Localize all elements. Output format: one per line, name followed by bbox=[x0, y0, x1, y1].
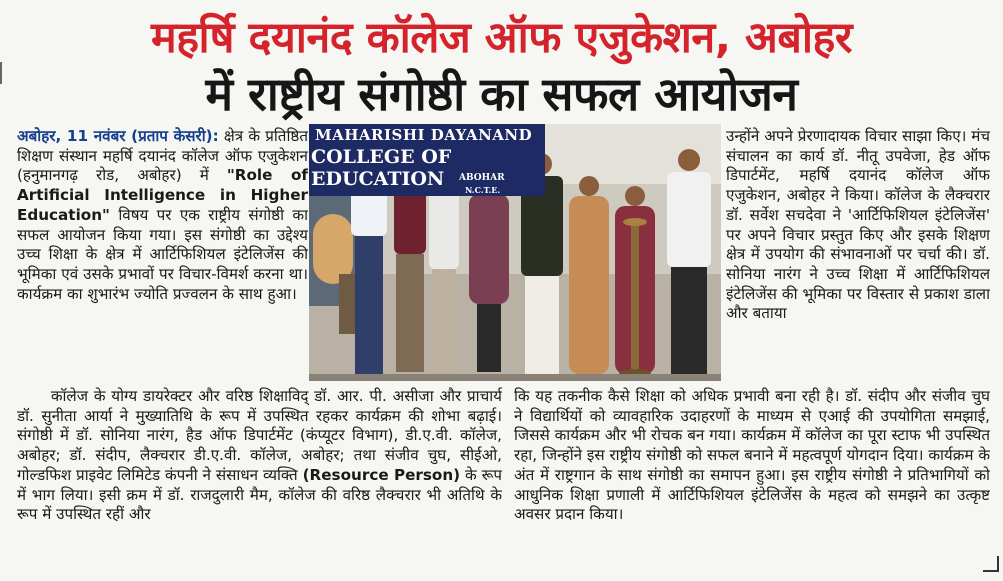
article-column-1 bbox=[17, 127, 308, 387]
resource-person-label: (Resource Person) bbox=[302, 465, 461, 484]
paragraph-2-text-a: कॉलेज के योग्य डायरेक्टर और वरिष्ठ शिक्षाविद् डॉ. आर. पी. असीजा और प्राचार्य डॉ. सुनीता आर्या ने मुख्यातिथि के रूप में उपस्थित रहकर कार्यक्रम की शोभा बढ़ाई। संगोष्ठी में डॉ. सोनिया नारंग, हैड ऑफ डिपार्टमेंट (कंप्यूटर विभाग), डी.ए.वी. कॉलेज, अबोहर; डॉ. संदीप, लैक्चरार डी.ए.वी. कॉलेज, अबोहर; तथा संजीव चुघ, सीईओ, गोल्डफिश प्राइवेट लिमिटेड कंपनी ने संसाधन व्यक्ति bbox=[17, 387, 502, 484]
event-photo bbox=[309, 124, 721, 381]
article-paragraph-3: उन्होंने अपने प्रेरणादायक विचार साझा किए। मंच संचालन का कार्य डॉ. नीतू उपवेजा, हेड ऑफ डिपार्टमेंट, महर्षि दयानंद कॉलेज ऑफ एजुकेशन, अबोहर ने किया। कॉलेज के लैक्चरार डॉ. सर्वेश सचदेवा ने 'आर्टिफिशियल इंटेलिजेंस' पर अपने विचार प्रस्तुत किए और इसके शिक्षण क्षेत्र में उपयोग की संभावनाओं पर चर्चा की। डॉ. सोनिया नारंग ने उच्च शिक्षा में आर्टिफिशियल इंटेलिजेंस की भूमिका पर विस्तार से प्रकाश डाला और बताया bbox=[726, 127, 990, 323]
article-column-4 bbox=[514, 387, 990, 563]
banner-line-1: MAHARISHI DAYANAND bbox=[315, 126, 533, 144]
crop-mark bbox=[983, 556, 999, 572]
banner-line-3: ABOHAR bbox=[459, 173, 505, 183]
article-column-3 bbox=[726, 127, 990, 387]
college-banner bbox=[309, 124, 545, 196]
article-paragraph-1 bbox=[17, 127, 308, 304]
banner-line-2: COLLEGE OF EDUCATION bbox=[311, 146, 452, 190]
paragraph-1-text-b: विषय पर एक राष्ट्रीय संगोष्ठी का सफल आयोजन किया गया। इस संगोष्ठी का उद्देश्य उच्च शिक्षा के क्षेत्र में आर्टिफिशियल इंटेलिजेंस की भूमिका एवं उसके प्रभावों पर विचार-विमर्श करना था। कार्यक्रम का शुभारंभ ज्योति प्रज्वलन के साथ हुआ। bbox=[17, 205, 308, 303]
article-paragraph-4: कि यह तकनीक कैसे शिक्षा को अधिक प्रभावी बना रही है। डॉ. संदीप और संजीव चुघ ने विद्यार्थियों को व्यावहारिक उदाहरणों के माध्यम से एआई की उपयोगिता समझाई, जिससे कार्यक्रम और भी रोचक बन गया। कार्यक्रम में कॉलेज का पूरा स्टाफ भी उपस्थित रहा, जिन्होंने इस राष्ट्रीय संगोष्ठी को सफल बनाने में महत्वपूर्ण योगदान दिया। कार्यक्रम के अंत में राष्ट्रगान के साथ संगोष्ठी का समापन हुआ। इस राष्ट्रीय संगोष्ठी ने प्रतिभागियों को आधुनिक शिक्षा प्रणाली में आर्टिफिशियल इंटेलिजेंस के महत्व को समझने का उत्कृष्ट अवसर प्रदान किया। bbox=[514, 387, 990, 524]
article-paragraph-2 bbox=[17, 387, 502, 525]
headline-line-1: महर्षि दयानंद कॉलेज ऑफ एजुकेशन, अबोहर bbox=[151, 13, 852, 63]
paragraph-1-text-a: क्षेत्र के प्रतिष्ठित शिक्षण संस्थान महर्षि दयानंद कॉलेज ऑफ एजुकेशन (हनुमानगढ़ रोड, अबोहर) में bbox=[17, 127, 308, 185]
dateline: अबोहर, 11 नवंबर (प्रताप केसरी): bbox=[17, 127, 219, 145]
headline-line-2: में राष्ट्रीय संगोष्ठी का सफल आयोजन bbox=[205, 67, 798, 121]
banner-line-4: N.C.T.E. bbox=[465, 185, 501, 195]
seminar-title: "Role of Artificial Intelligence in Higher Education" bbox=[17, 166, 308, 224]
article-column-2 bbox=[17, 387, 502, 563]
paragraph-2-text-b: के रूप में भाग लिया। इसी क्रम में डॉ. राजदुलारी मैम, कॉलेज की वरिष्ठ लैक्चरार भी अतिथि के रूप में उपस्थित रहीं और bbox=[17, 465, 502, 524]
